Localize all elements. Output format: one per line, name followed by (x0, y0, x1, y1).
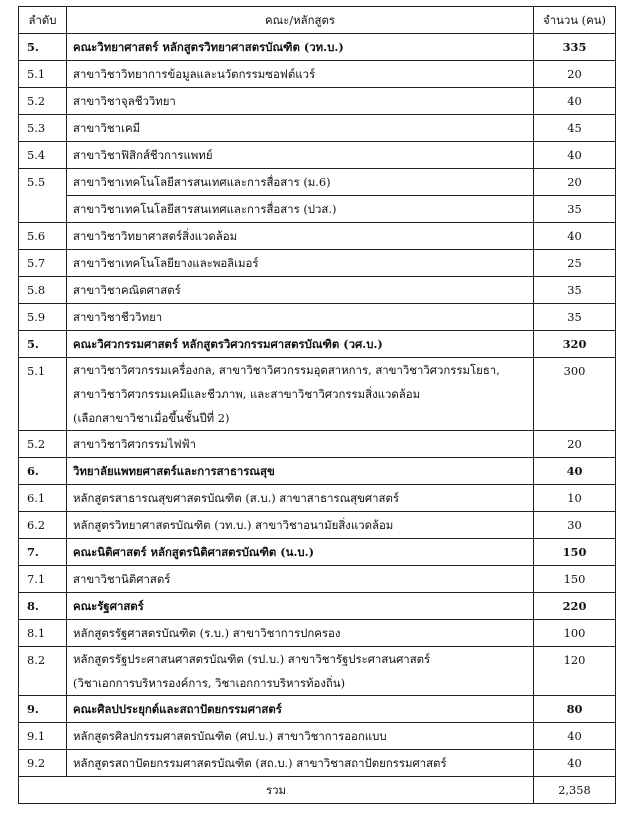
row-program-name (67, 431, 534, 458)
program-name-line: หลักสูตรสถาปัตยกรรมศาสตรบัณฑิต (สถ.บ.) สาขาวิชาสถาปัตยกรรมศาสตร์ (73, 756, 447, 770)
row-count: 10 (534, 485, 616, 512)
program-name-line: สาขาวิชาวิทยาศาสตร์สิ่งแวดล้อม (73, 229, 238, 243)
row-count: 80 (534, 696, 616, 723)
program-name-line: หลักสูตรศิลปกรรมศาสตรบัณฑิต (ศป.บ.) สาขาวิชาการออกแบบ (73, 729, 387, 743)
row-count: 40 (534, 723, 616, 750)
row-number: 5.5 (19, 169, 67, 196)
table-row (19, 115, 616, 142)
program-name-line: สาขาวิชาคณิตศาสตร์ (73, 283, 181, 297)
table-row (19, 142, 616, 169)
row-count: 120 (534, 647, 616, 696)
row-count: 20 (534, 61, 616, 88)
row-count: 35 (534, 304, 616, 331)
document-page (18, 6, 615, 804)
program-name-line: คณะนิติศาสตร์ หลักสูตรนิติศาสตรบัณฑิต (น.บ.) (73, 545, 315, 559)
program-name-line: หลักสูตรรัฐศาสตรบัณฑิต (ร.บ.) สาขาวิชาการปกครอง (73, 626, 341, 640)
row-number: 7.1 (19, 566, 67, 593)
row-program-name (67, 620, 534, 647)
table-row (19, 512, 616, 539)
row-count: 30 (534, 512, 616, 539)
program-name-line: สาขาวิชาจุลชีววิทยา (73, 94, 176, 108)
table-row (19, 34, 616, 61)
row-program-name (67, 304, 534, 331)
program-name-line: คณะศิลปประยุกต์และสถาปัตยกรรมศาสตร์ (73, 702, 282, 716)
table-header-row (19, 7, 616, 34)
table-row (19, 750, 616, 777)
row-program-name (67, 566, 534, 593)
table-row (19, 696, 616, 723)
table-row (19, 566, 616, 593)
row-count: 20 (534, 431, 616, 458)
program-name-line: สาขาวิชาเทคโนโลยียางและพอลิเมอร์ (73, 256, 259, 270)
row-number: 5.4 (19, 142, 67, 169)
program-name-line: คณะวิศวกรรมศาสตร์ หลักสูตรวิศวกรรมศาสตรบัณฑิต (วศ.บ.) (73, 337, 383, 351)
admission-quota-table (18, 6, 616, 804)
row-number: 5.6 (19, 223, 67, 250)
row-number: 9.1 (19, 723, 67, 750)
program-name-line: วิทยาลัยแพทยศาสตร์และการสาธารณสุข (73, 464, 275, 478)
table-row (19, 250, 616, 277)
header-count: จำนวน (คน) (534, 7, 616, 34)
row-count: 25 (534, 250, 616, 277)
table-row (19, 647, 616, 696)
program-name-line: สาขาวิชาวิศวกรรมเคมีและชีวภาพ, และสาขาวิชาวิศวกรรมสิ่งแวดล้อม (73, 387, 421, 401)
program-name-line: หลักสูตรสาธารณสุขศาสตรบัณฑิต (ส.บ.) สาขาสาธารณสุขศาสตร์ (73, 491, 400, 505)
row-count: 45 (534, 115, 616, 142)
table-row (19, 61, 616, 88)
total-label: รวม (19, 777, 534, 804)
program-name-line: สาขาวิชาวิศวกรรมเครื่องกล, สาขาวิชาวิศวกรรมอุตสาหการ, สาขาวิชาวิศวกรรมโยธา, (73, 363, 500, 377)
row-count: 40 (534, 142, 616, 169)
row-number: 8. (19, 593, 67, 620)
row-number: 5. (19, 34, 67, 61)
table-row (19, 304, 616, 331)
row-program-name (67, 250, 534, 277)
header-no: ลำดับ (19, 7, 67, 34)
row-count: 40 (534, 750, 616, 777)
row-program-name (67, 331, 534, 358)
row-program-name (67, 142, 534, 169)
row-count: 35 (534, 196, 616, 223)
row-program-name (67, 196, 534, 223)
row-count: 35 (534, 277, 616, 304)
row-number: 5.1 (19, 358, 67, 431)
row-count: 320 (534, 331, 616, 358)
row-program-name (67, 277, 534, 304)
row-program-name (67, 88, 534, 115)
program-name-line: สาขาวิชาเคมี (73, 121, 141, 135)
row-program-name (67, 61, 534, 88)
program-name-line: สาขาวิชาเทคโนโลยีสารสนเทศและการสื่อสาร (ปวส.) (73, 202, 337, 216)
row-number: 5.8 (19, 277, 67, 304)
row-count: 335 (534, 34, 616, 61)
row-count: 20 (534, 169, 616, 196)
total-row (19, 777, 616, 804)
row-number: 5.9 (19, 304, 67, 331)
program-name-line: คณะรัฐศาสตร์ (73, 599, 144, 613)
row-number: 5.1 (19, 61, 67, 88)
row-count: 150 (534, 566, 616, 593)
row-count: 220 (534, 593, 616, 620)
table-row (19, 458, 616, 485)
row-program-name (67, 34, 534, 61)
row-program-name (67, 593, 534, 620)
table-row (19, 169, 616, 196)
row-count: 300 (534, 358, 616, 431)
row-number: 5. (19, 331, 67, 358)
row-number: 6.1 (19, 485, 67, 512)
table-row (19, 485, 616, 512)
row-number: 6. (19, 458, 67, 485)
table-row (19, 277, 616, 304)
row-program-name (67, 169, 534, 196)
program-name-line: สาขาวิชานิติศาสตร์ (73, 572, 171, 586)
table-row (19, 620, 616, 647)
row-program-name (67, 115, 534, 142)
table-row (19, 358, 616, 431)
row-number: 5.7 (19, 250, 67, 277)
row-program-name (67, 512, 534, 539)
table-row (19, 539, 616, 566)
row-program-name (67, 723, 534, 750)
program-name-line: สาขาวิชาฟิสิกส์ชีวการแพทย์ (73, 148, 213, 162)
row-number: 7. (19, 539, 67, 566)
table-row (19, 593, 616, 620)
table-row (19, 431, 616, 458)
row-number: 8.2 (19, 647, 67, 696)
row-program-name (67, 696, 534, 723)
row-number: 5.2 (19, 431, 67, 458)
row-number: 9.2 (19, 750, 67, 777)
row-count: 40 (534, 88, 616, 115)
row-program-name (67, 539, 534, 566)
row-count: 100 (534, 620, 616, 647)
table-row (19, 723, 616, 750)
total-count: 2,358 (534, 777, 616, 804)
row-program-name (67, 223, 534, 250)
table-row (19, 88, 616, 115)
row-program-name (67, 458, 534, 485)
program-name-line: หลักสูตรรัฐประศาสนศาสตรบัณฑิต (รป.บ.) สาขาวิชารัฐประศาสนศาสตร์ (73, 652, 431, 666)
program-name-line: สาขาวิชาวิทยาการข้อมูลและนวัตกรรมซอฟต์แวร์ (73, 67, 316, 81)
program-name-line: (วิชาเอกการบริหารองค์การ, วิชาเอกการบริหารท้องถิ่น) (73, 676, 346, 690)
row-count: 40 (534, 223, 616, 250)
row-number: 8.1 (19, 620, 67, 647)
row-program-name (67, 485, 534, 512)
program-name-line: สาขาวิชาวิศวกรรมไฟฟ้า (73, 437, 196, 451)
row-number: 5.2 (19, 88, 67, 115)
program-name-line: (เลือกสาขาวิชาเมื่อขึ้นชั้นปีที่ 2) (73, 411, 230, 425)
row-number (19, 196, 67, 223)
row-number: 6.2 (19, 512, 67, 539)
row-program-name (67, 647, 534, 696)
row-count: 150 (534, 539, 616, 566)
table-row (19, 196, 616, 223)
header-faculty: คณะ/หลักสูตร (67, 7, 534, 34)
row-number: 5.3 (19, 115, 67, 142)
table-row (19, 331, 616, 358)
row-program-name (67, 750, 534, 777)
program-name-line: สาขาวิชาชีววิทยา (73, 310, 163, 324)
program-name-line: คณะวิทยาศาสตร์ หลักสูตรวิทยาศาสตรบัณฑิต (วท.บ.) (73, 40, 344, 54)
row-number: 9. (19, 696, 67, 723)
program-name-line: หลักสูตรวิทยาศาสตรบัณฑิต (วท.บ.) สาขาวิชาอนามัยสิ่งแวดล้อม (73, 518, 394, 532)
program-name-line: สาขาวิชาเทคโนโลยีสารสนเทศและการสื่อสาร (ม.6) (73, 175, 331, 189)
table-body (19, 34, 616, 777)
table-row (19, 223, 616, 250)
row-program-name (67, 358, 534, 431)
row-count: 40 (534, 458, 616, 485)
